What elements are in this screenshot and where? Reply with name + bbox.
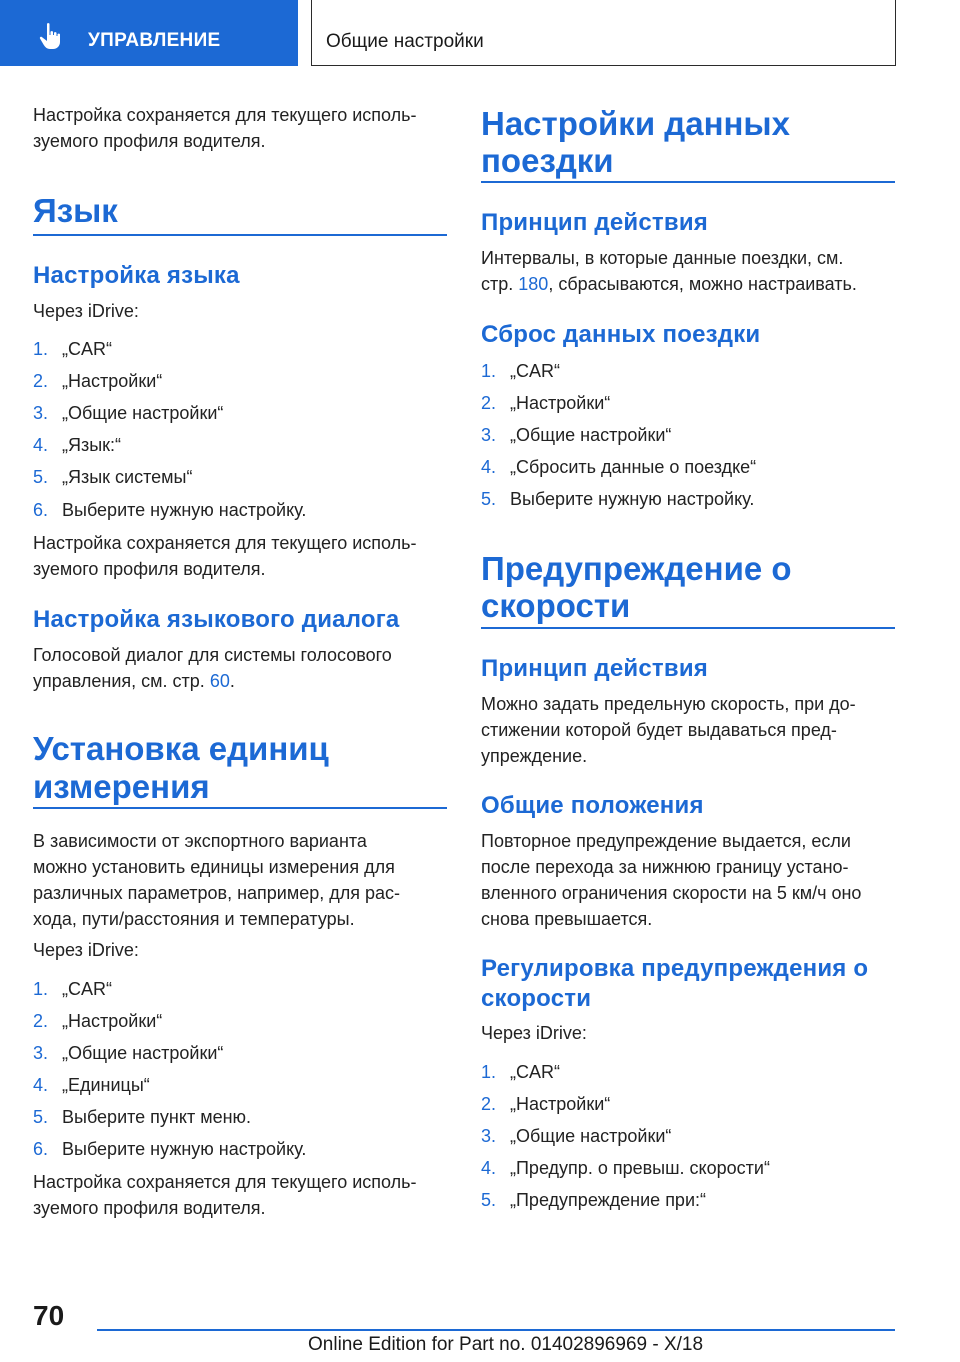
page-ref-link[interactable]: 60 xyxy=(209,671,230,691)
via-idrive-text: Через iDrive: xyxy=(481,1023,587,1043)
units-text-line-3: различных параметров, например, для рас- xyxy=(33,883,401,903)
subheading-language-setting: Настройка языка xyxy=(33,262,240,289)
section-tab xyxy=(0,0,298,66)
section-rule xyxy=(481,627,895,629)
section-rule xyxy=(33,807,447,809)
subheading-voice-dialog: Настройка языкового диалога xyxy=(33,606,400,633)
subheading-trip-principle: Принцип действия xyxy=(481,209,708,236)
subheading-trip-reset: Сброс данных поездки xyxy=(481,321,761,348)
speed-principle-line-1: Можно задать предельную скорость, при до- xyxy=(481,694,856,714)
note-line-1: Настройка сохраняется для текущего исполь- xyxy=(33,1172,417,1192)
via-idrive-text: Через iDrive: xyxy=(33,301,139,321)
page-number: 70 xyxy=(33,1300,65,1331)
general-line-3: вленного ограничения скорости на 5 км/ч оно xyxy=(481,883,862,903)
units-text-line-2: можно установить единицы измерения для xyxy=(33,857,395,877)
page-title: Общие настройки xyxy=(326,31,484,52)
intro-line-2: зуемого профиля водителя. xyxy=(33,131,266,151)
section-heading-speed-1: Предупреждение о xyxy=(481,550,792,587)
dialog-text-line-1: Голосовой диалог для системы голосового xyxy=(33,645,392,665)
footer-rule xyxy=(97,1329,895,1331)
trip-principle-line-2: стр. 180, сбрасываются, можно настраивать. xyxy=(481,274,857,294)
section-heading-trip-2: поездки xyxy=(481,142,614,179)
trip-principle-line-1: Интервалы, в которые данные поездки, см. xyxy=(481,248,844,268)
subheading-speed-principle: Принцип действия xyxy=(481,655,708,682)
section-rule xyxy=(33,234,447,236)
subheading-adjust-1: Регулировка предупреждения о xyxy=(481,955,869,982)
dialog-text-line-2: управления, см. стр. 60. xyxy=(33,671,235,691)
section-heading-language: Язык xyxy=(33,192,118,229)
units-text-line-4: хода, пути/расстояния и температуры. xyxy=(33,909,355,929)
page-ref-link[interactable]: 180 xyxy=(518,274,549,294)
intro-line-1: Настройка сохраняется для текущего исполь- xyxy=(33,105,417,125)
note-line-2: зуемого профиля водителя. xyxy=(33,1198,266,1218)
general-line-2: после перехода за нижнюю границу устано- xyxy=(481,857,849,877)
note-line-1: Настройка сохраняется для текущего исполь- xyxy=(33,533,417,553)
note-line-2: зуемого профиля водителя. xyxy=(33,559,266,579)
section-heading-speed-2: скорости xyxy=(481,587,631,624)
section-heading-trip-1: Настройки данных xyxy=(481,105,790,142)
hand-pointer-icon xyxy=(38,22,64,50)
units-text-line-1: В зависимости от экспортного варианта xyxy=(33,831,367,851)
general-line-1: Повторное предупреждение выдается, если xyxy=(481,831,851,851)
speed-principle-line-3: упреждение. xyxy=(481,746,588,766)
section-heading-units-2: измерения xyxy=(33,768,210,805)
section-rule xyxy=(481,181,895,183)
subheading-general: Общие положения xyxy=(481,792,704,819)
speed-principle-line-2: стижении которой будет выдаваться пред- xyxy=(481,720,837,740)
section-label: УПРАВЛЕНИЕ xyxy=(88,30,221,51)
general-line-4: снова превышается. xyxy=(481,909,653,929)
via-idrive-text: Через iDrive: xyxy=(33,940,139,960)
section-heading-units-1: Установка единиц xyxy=(33,730,329,767)
subheading-adjust-2: скорости xyxy=(481,985,592,1012)
footer-edition: Online Edition for Part no. 01402896969 - X/18 xyxy=(308,1334,704,1355)
